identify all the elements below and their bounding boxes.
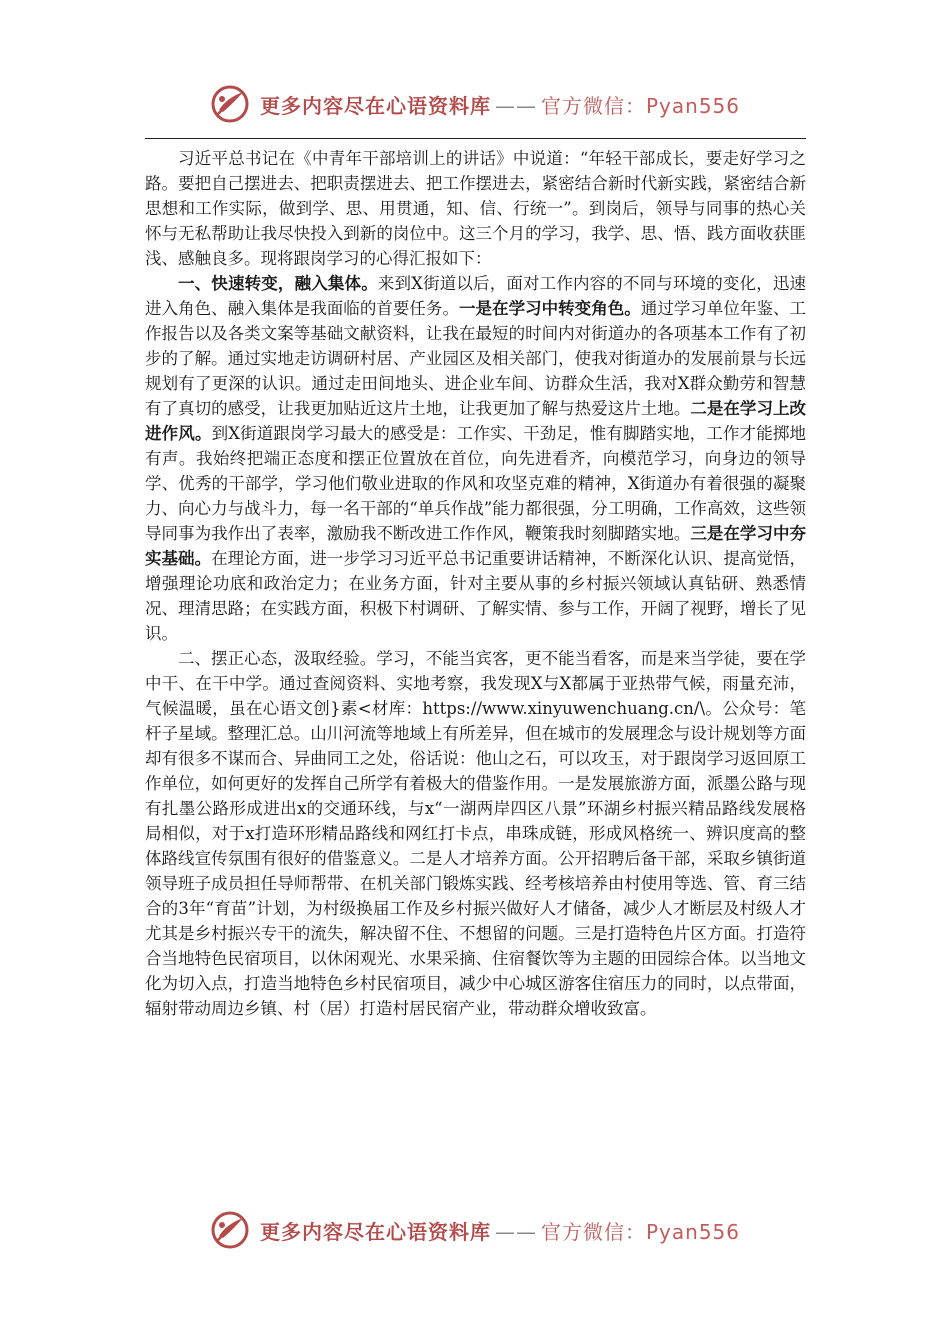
watermark-dash: —— <box>494 1219 537 1244</box>
section-one-heading: 一、快速转变，融入集体。 <box>178 274 378 293</box>
watermark-dash: —— <box>494 93 537 118</box>
watermark-wechat-id: Pyan556 <box>645 93 740 118</box>
paragraph-section-two: 二、摆正心态，汲取经验。学习，不能当宾客，更不能当看客，而是来当学徒，要在学中干、在干中学。通过查阅资料、实地考察，我发现X与X都属于亚热带气候，雨量充沛，气候温暖，虽在心语文创}素<材库：https://www.xinyuwenchuang.cn/\。公众号：笔杆子星域。整理汇总。山川河流等地域上有所差异，但在城市的发展理念与设计规划等方面却有很多不谋而合、异曲同工之处，俗话说：他山之石，可以攻玉，对于跟岗学习返回原工作单位，如何更好的发挥自己所学有着极大的借鉴作用。一是发展旅游方面，派墨公路与现有扎墨公路形成进出x的交通环线，与x“一湖两岸四区八景”环湖乡村振兴精品路线发展格局相似，对于x打造环形精品路线和网红打卡点，串珠成链，形成风格统一、辨识度高的整体路线宣传氛围有很好的借鉴意义。二是人才培养方面。公开招聘后备干部，采取乡镇街道领导班子成员担任导师帮带、在机关部门锻炼实践、经考核培养由村使用等选、管、育三结合的3年“育苗”计划，为村级换届工作及乡村振兴做好人才储备，减少人才断层及村级人才尤其是乡村振兴专干的流失，解决留不住、不想留的问题。三是打造特色片区方面。打造符合当地特色民宿项目，以休闲观光、水果采摘、住宿餐饮等为主题的田园综合体。以当地文化为切入点，打造当地特色乡村民宿项目，减少中心城区游客住宿压力的同时，以点带面，辐射带动周边乡镇、村（居）打造村居民宿产业，带动群众增收致富。 <box>145 649 806 1018</box>
watermark-wechat-id: Pyan556 <box>645 1219 740 1244</box>
watermark-wechat-label: 官方微信： <box>540 1219 646 1244</box>
header-watermark <box>0 84 950 124</box>
section-one-sub2: 二是在学习上改进作风。 <box>145 399 807 443</box>
paragraph-section-one <box>145 271 806 646</box>
document-body <box>145 146 806 1021</box>
watermark-site: 更多内容尽在心语资料库 <box>259 93 491 118</box>
section-one-sub1: 一是在学习中转变角色。 <box>459 299 641 318</box>
section-one-text-a: 来到X街道以后，面对工作内容的不同与环境的变化，迅速进入角色、融入集体是我面临的首要任务。 <box>145 274 807 318</box>
paragraph-intro: 习近平总书记在《中青年干部培训上的讲话》中说道：“年轻干部成长，要走好学习之路。要把自己摆进去、把职责摆进去、把工作摆进去，紧密结合新时代新实践，紧密结合新思想和工作实际，做到学、思、用贯通，知、信、行统一”。到岗后，领导与同事的热心关怀与无私帮助让我尽快投入到新的岗位中。这三个月的学习，我学、思、悟、践方面收获匪浅、感触良多。现将跟岗学习的心得汇报如下： <box>145 149 806 268</box>
section-one-text-d: 在理论方面，进一步学习习近平总书记重要讲话精神，不断深化认识、提高觉悟，增强理论功底和政治定力；在业务方面，针对主要从事的乡村振兴领域认真钻研、熟悉情况、理清思路；在实践方面，积极下村调研、了解实情、参与工作，开阔了视野，增长了见识。 <box>145 549 807 643</box>
pen-scroll-logo-icon <box>210 1210 250 1250</box>
watermark-site: 更多内容尽在心语资料库 <box>259 1219 491 1244</box>
section-one-text-c: 到X街道跟岗学习最大的感受是：工作实、干劲足，惟有脚踏实地，工作才能掷地有声。我始终把端正态度和摆正位置放在首位，向先进看齐，向模范学习，向身边的领导学、优秀的干部学，学习他们敬业进取的作风和攻坚克难的精神，X街道办有着很强的凝聚力、向心力与战斗力，每一名干部的“单兵作战”能力都很强，分工明确，工作高效，这些领导同事为我作出了表率，激励我不断改进工作作风，鞭策我时刻脚踏实地。 <box>145 424 807 543</box>
watermark-wechat-label: 官方微信： <box>540 93 646 118</box>
footer-watermark <box>0 1210 950 1250</box>
section-one-text-b: 通过学习单位年鉴、工作报告以及各类文案等基础文献资料，让我在最短的时间内对街道办的各项基本工作有了初步的了解。通过实地走访调研村居、产业园区及相关部门，使我对街道办的发展前景与长远规划有了更深的认识。通过走田间地头、进企业车间、访群众生活，我对X群众勤劳和智慧有了真切的感受，让我更加贴近这片土地，让我更加了解与热爱这片土地。 <box>145 299 807 418</box>
section-one-sub3: 三是在学习中夯实基础。 <box>145 524 807 568</box>
pen-scroll-logo-icon <box>210 84 250 124</box>
header-divider <box>145 138 806 139</box>
watermark-text <box>260 1216 740 1245</box>
watermark-text <box>260 90 740 119</box>
